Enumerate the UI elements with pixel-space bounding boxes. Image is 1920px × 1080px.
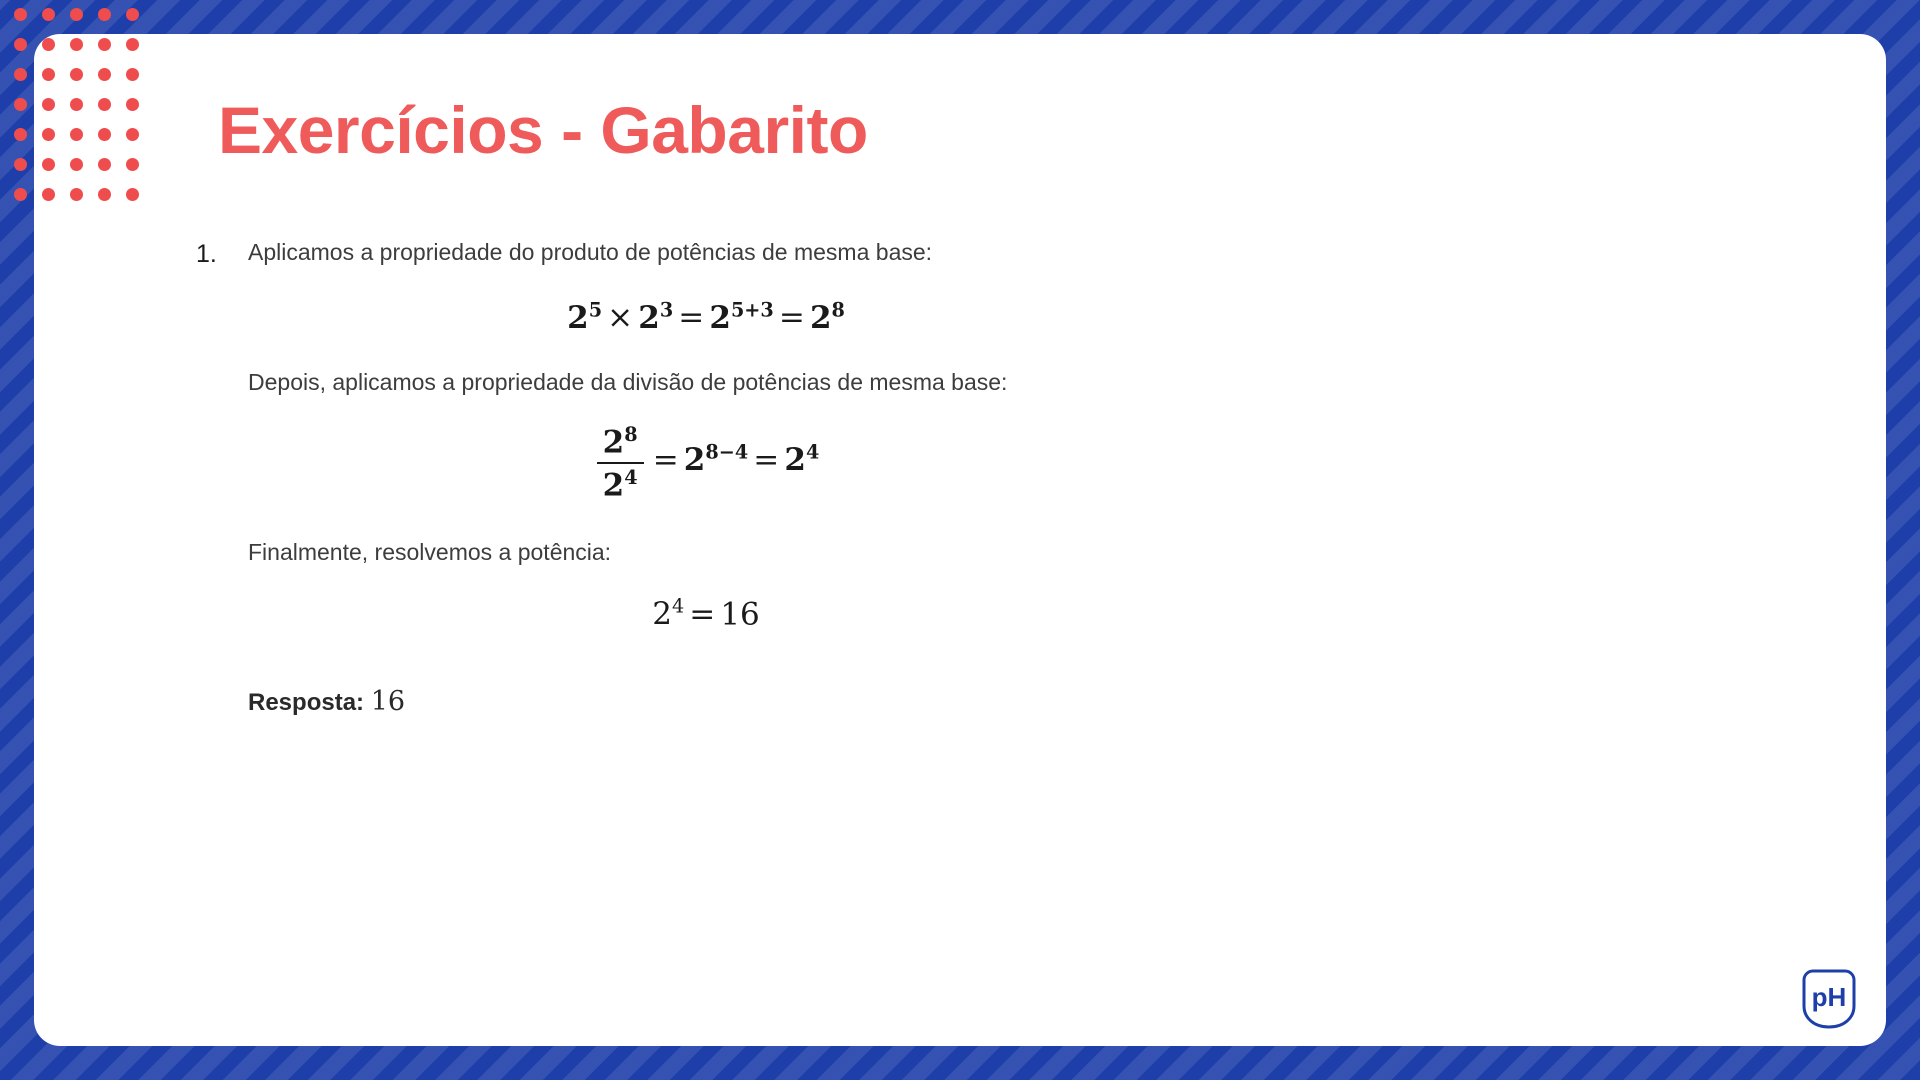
formula2-middle-exp: 8−4 [705, 440, 749, 464]
dot [42, 38, 55, 51]
formula1-base-a: 2 [567, 299, 589, 336]
step-1-text: Aplicamos a propriedade do produto de potências de mesma base: [248, 239, 933, 265]
dot [42, 188, 55, 201]
dot [70, 158, 83, 171]
dot [42, 158, 55, 171]
dot [98, 8, 111, 21]
formula2-middle-base: 2 [683, 441, 706, 478]
formula1-equals-2: = [778, 299, 805, 336]
formula1-base-d: 2 [809, 299, 832, 336]
formula1-times-symbol: × [607, 299, 634, 336]
dot [126, 38, 139, 51]
formula2-den-base: 2 [602, 467, 625, 504]
dot [98, 38, 111, 51]
red-dot-grid [14, 8, 148, 240]
answer-line [248, 686, 1756, 717]
formula-product-rule [196, 298, 1756, 335]
formula2-equals-2: = [753, 441, 780, 478]
svg-text:pH: pH [1811, 982, 1847, 1012]
dot [14, 188, 27, 201]
dot [70, 128, 83, 141]
list-item-number: 1. [196, 240, 217, 268]
formula2-fraction [597, 423, 644, 504]
formula2-result-base: 2 [784, 441, 806, 478]
formula-final-power [196, 595, 1756, 632]
formula1-exp-sum: 5+3 [730, 298, 774, 322]
dot [98, 68, 111, 81]
formula1-base-c: 2 [709, 299, 731, 336]
formula3-equals: = [689, 596, 716, 633]
dot [14, 38, 27, 51]
dot [14, 128, 27, 141]
dot [126, 98, 139, 111]
formula1-exp-b: 3 [659, 298, 674, 322]
dot [14, 8, 27, 21]
dot [126, 158, 139, 171]
dot [126, 8, 139, 21]
formula3-exp: 4 [671, 594, 685, 618]
formula2-num-base: 2 [602, 424, 625, 461]
dot [42, 8, 55, 21]
dot [14, 68, 27, 81]
dot [98, 128, 111, 141]
formula1-equals-1: = [678, 299, 705, 336]
slide-body [196, 236, 1756, 717]
formula2-den-exp: 4 [624, 466, 638, 490]
dot [14, 158, 27, 171]
list-item [196, 236, 1756, 272]
ph-logo [1796, 966, 1862, 1032]
dot [42, 98, 55, 111]
formula1-base-b: 2 [638, 299, 660, 336]
dot [42, 68, 55, 81]
step-2-text: Depois, aplicamos a propriedade da divisão de potências de mesma base: [248, 368, 1008, 395]
dot [126, 188, 139, 201]
dot [98, 158, 111, 171]
formula2-result-exp: 4 [805, 440, 820, 464]
dot [98, 188, 111, 201]
page-title: Exercícios - Gabarito [218, 93, 868, 167]
dot [126, 128, 139, 141]
formula-quotient-rule [196, 422, 1756, 506]
formula3-base: 2 [652, 596, 672, 633]
formula2-num-exp: 8 [624, 422, 638, 446]
answer-value: 16 [370, 686, 406, 718]
formula2-equals-1: = [652, 441, 679, 478]
dot [70, 68, 83, 81]
dot [70, 38, 83, 51]
formula1-exp-a: 5 [588, 298, 603, 322]
formula1-exp-result: 8 [831, 298, 845, 322]
dot [70, 98, 83, 111]
formula3-value: 16 [720, 596, 760, 633]
dot [42, 128, 55, 141]
dot [126, 68, 139, 81]
dot [70, 188, 83, 201]
step-3-text: Finalmente, resolvemos a potência: [248, 538, 612, 565]
answer-label: Resposta: [248, 689, 365, 717]
dot [14, 98, 27, 111]
dot [98, 98, 111, 111]
dot [70, 8, 83, 21]
